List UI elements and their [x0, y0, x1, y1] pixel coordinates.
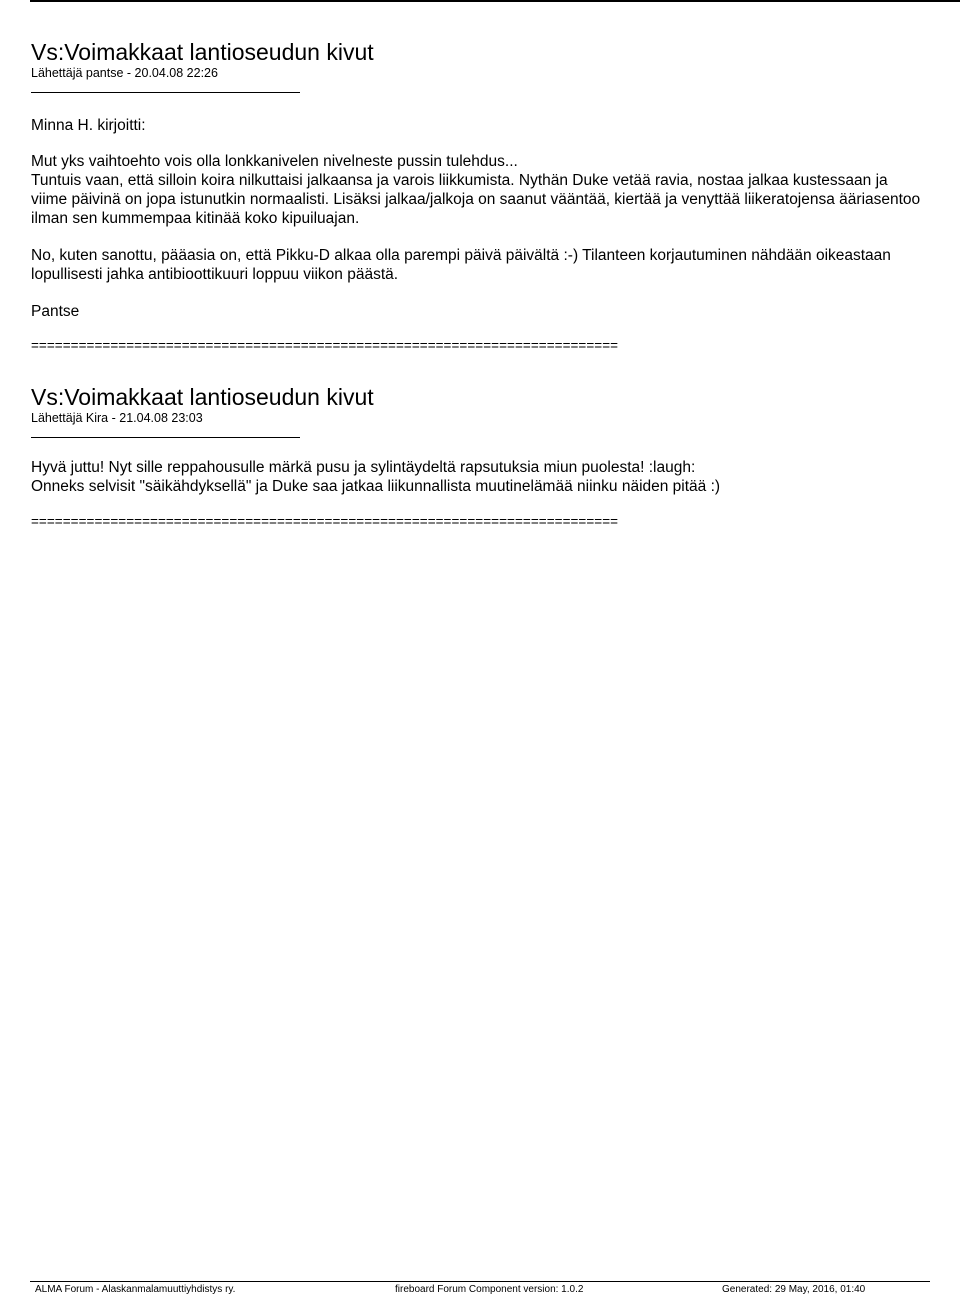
top-rule: [30, 0, 960, 2]
signature: Pantse: [31, 303, 80, 320]
post-2: [31, 384, 960, 529]
quote-line: Mut yks vaihtoehto vois olla lonkkanivelen nivelneste pussin tulehdus...: [31, 153, 518, 170]
post-1: [31, 39, 960, 353]
post-meta: Lähettäjä Kira - 21.04.08 23:03: [31, 411, 203, 425]
post-meta: Lähettäjä pantse - 20.04.08 22:26: [31, 66, 218, 80]
body-line: Onneks selvisit "säikähdyksellä" ja Duke saa jatkaa liikunnallista muutinelämää niinku näiden pitää :): [31, 478, 721, 495]
post-body: [31, 458, 960, 496]
body-line: Hyvä juttu! Nyt sille reppahousulle märkä pusu ja sylintäydeltä rapsutuksia miun puolesta! :laugh:: [31, 459, 696, 476]
footer-generated: Generated: 29 May, 2016, 01:40: [722, 1284, 866, 1295]
post-title: Vs:Voimakkaat lantioseudun kivut: [31, 384, 374, 410]
post-separator: ==========================================================================: [31, 338, 619, 353]
post-title: Vs:Voimakkaat lantioseudun kivut: [31, 39, 374, 65]
post-body: [31, 246, 960, 284]
footer-site: ALMA Forum - Alaskanmalamuuttiyhdistys ry.: [35, 1284, 236, 1295]
footer-rule: [30, 1281, 930, 1282]
body-line: lopullisesti jahka antibioottikuuri loppuu viikon päästä.: [31, 266, 399, 283]
quote-line: viime päivinä on jopa istunutkin normaalisti. Lisäksi jalkaa/jalkoja on saanut vääntää, kiertää ja venyttää liikeratojensa ääriasentoo: [31, 191, 921, 208]
quote-line: Tuntuis vaan, että silloin koira nilkuttaisi jalkaansa ja varois liikkumista. Nythän Duke vetää ravia, nostaa jalkaa kustessaan ja: [31, 172, 888, 189]
post-separator: ==========================================================================: [31, 514, 619, 529]
quote-block: [31, 152, 960, 228]
footer-component: fireboard Forum Component version: 1.0.2: [395, 1284, 584, 1295]
title-underline: [31, 92, 300, 93]
quote-label: Minna H. kirjoitti:: [31, 117, 146, 134]
title-underline: [31, 437, 300, 438]
quote-line: ilman sen kummempaa kitinää koko kipuiluajan.: [31, 210, 360, 227]
body-line: No, kuten sanottu, pääasia on, että Pikku-D alkaa olla parempi päivä päivältä :-) Tilanteen korjautuminen nähdään oikeastaan: [31, 247, 891, 264]
